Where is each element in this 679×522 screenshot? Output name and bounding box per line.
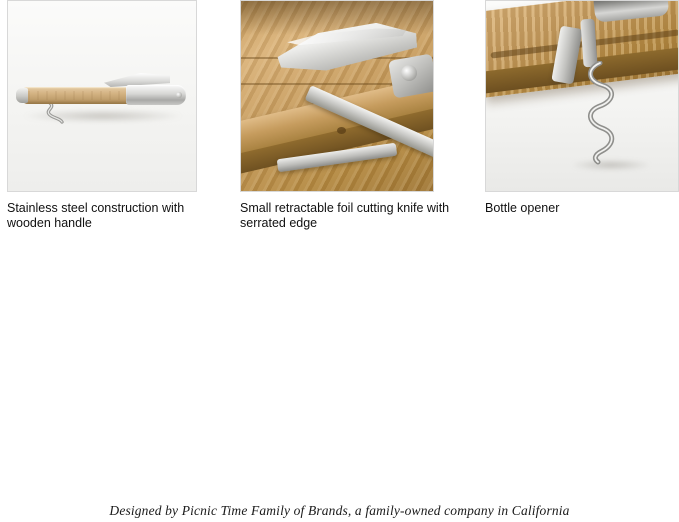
feature-caption-3: Bottle opener bbox=[485, 201, 560, 215]
feature-column-3 bbox=[485, 0, 679, 216]
corkscrew-worm-icon bbox=[580, 61, 650, 165]
product-photo-bottle-opener bbox=[485, 0, 679, 192]
handle-end-cap bbox=[16, 88, 28, 103]
feature-caption-1: Stainless steel construction with wooden handle bbox=[7, 201, 185, 230]
feature-caption-2: Small retractable foil cutting knife with serrated edge bbox=[240, 201, 450, 230]
designed-by-note: Designed by Picnic Time Family of Brands, a family-owned company in California bbox=[109, 503, 570, 518]
feature-column-1 bbox=[0, 0, 240, 231]
feature-image-strip bbox=[0, 0, 679, 231]
wood-grain-texture bbox=[28, 91, 128, 100]
wood-knot bbox=[337, 127, 346, 134]
hinge-rivet bbox=[401, 65, 417, 81]
hinge-rivet bbox=[176, 92, 182, 98]
feature-column-2 bbox=[240, 0, 485, 231]
product-photo-stainless-steel bbox=[7, 0, 197, 192]
product-photo-foil-knife bbox=[240, 0, 434, 192]
